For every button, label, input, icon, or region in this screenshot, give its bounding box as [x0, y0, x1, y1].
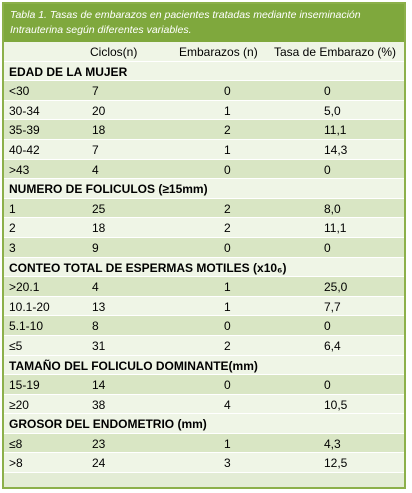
- ciclos-cell: 18: [92, 123, 106, 138]
- tasa-cell: 14,3: [324, 142, 348, 157]
- category-cell: ≤8: [9, 436, 23, 451]
- embarazos-cell: 1: [224, 103, 231, 118]
- embarazos-cell: 3: [224, 456, 231, 471]
- tasa-cell: 4,3: [324, 436, 341, 451]
- embarazos-cell: 0: [224, 319, 231, 334]
- category-cell: 30-34: [9, 103, 40, 118]
- table-row: [4, 434, 404, 454]
- ciclos-cell: 20: [92, 103, 106, 118]
- category-cell: <30: [9, 84, 30, 99]
- tasa-cell: 12,5: [324, 456, 348, 471]
- category-cell: 1: [9, 201, 16, 216]
- embarazos-cell: 2: [224, 201, 231, 216]
- ciclos-cell: 14: [92, 378, 106, 393]
- embarazos-cell: 0: [224, 378, 231, 393]
- table-caption: Tabla 1. Tasas de embarazos en pacientes tratadas mediante inseminación Intrauterina según diferentes variables.: [4, 4, 404, 42]
- tasa-cell: 8,0: [324, 201, 341, 216]
- table-row: [4, 101, 404, 121]
- ciclos-cell: 4: [92, 280, 99, 295]
- section-label: EDAD DE LA MUJER: [9, 64, 128, 79]
- table-row: [4, 120, 404, 140]
- tasa-cell: 6,4: [324, 338, 341, 353]
- section-row: [4, 179, 404, 199]
- tasa-cell: 0: [324, 84, 331, 99]
- tasa-cell: 0: [324, 240, 331, 255]
- category-cell: 15-19: [9, 378, 40, 393]
- section-label: GROSOR DEL ENDOMETRIO (mm): [9, 417, 207, 432]
- embarazos-cell: 0: [224, 240, 231, 255]
- tasa-cell: 11,1: [324, 123, 347, 138]
- table-row: [4, 316, 404, 336]
- table-row: [4, 218, 404, 238]
- table-container: [2, 2, 406, 489]
- category-cell: 3: [9, 240, 16, 255]
- category-cell: 2: [9, 221, 16, 236]
- table-row: [4, 140, 404, 160]
- category-cell: 10.1-20: [9, 299, 50, 314]
- table-row: [4, 199, 404, 219]
- tasa-cell: 11,1: [324, 221, 347, 236]
- table-header-row: [4, 42, 404, 62]
- embarazos-cell: 2: [224, 338, 231, 353]
- ciclos-cell: 4: [92, 162, 99, 177]
- table-row: [4, 395, 404, 415]
- category-cell: >20.1: [9, 280, 40, 295]
- embarazos-cell: 2: [224, 221, 231, 236]
- section-label: NUMERO DE FOLICULOS (≥15mm): [9, 182, 208, 197]
- category-cell: 5.1-10: [9, 319, 44, 334]
- embarazos-cell: 0: [224, 162, 231, 177]
- category-cell: ≤5: [9, 338, 23, 353]
- table-row: [4, 453, 404, 473]
- table-row: [4, 81, 404, 101]
- ciclos-cell: 8: [92, 319, 99, 334]
- ciclos-cell: 13: [92, 299, 106, 314]
- column-header-tasa: Tasa de Embarazo (%): [274, 45, 397, 59]
- tasa-cell: 0: [324, 378, 331, 393]
- ciclos-cell: 9: [92, 240, 99, 255]
- section-label: TAMAÑO DEL FOLICULO DOMINANTE(mm): [9, 358, 258, 373]
- category-cell: >43: [9, 162, 30, 177]
- table-row: [4, 277, 404, 297]
- column-header-embarazos: Embarazos (n): [179, 45, 258, 59]
- category-cell: ≥20: [9, 397, 29, 412]
- table-row: [4, 375, 404, 395]
- table-row: [4, 238, 404, 258]
- tasa-cell: 10,5: [324, 397, 348, 412]
- tasa-cell: 0: [324, 162, 331, 177]
- tasa-cell: 25,0: [324, 280, 348, 295]
- ciclos-cell: 31: [92, 338, 106, 353]
- embarazos-cell: 1: [224, 142, 231, 157]
- table-row: [4, 160, 404, 180]
- embarazos-cell: 0: [224, 84, 231, 99]
- ciclos-cell: 18: [92, 221, 106, 236]
- tasa-cell: 7,7: [324, 299, 341, 314]
- category-cell: >8: [9, 456, 23, 471]
- ciclos-cell: 38: [92, 397, 106, 412]
- embarazos-cell: 1: [224, 436, 231, 451]
- tasa-cell: 0: [324, 319, 331, 334]
- ciclos-cell: 23: [92, 436, 106, 451]
- embarazos-cell: 4: [224, 397, 231, 412]
- category-cell: 35-39: [9, 123, 40, 138]
- section-label: CONTEO TOTAL DE ESPERMAS MOTILES (x10₆): [9, 260, 287, 275]
- embarazos-cell: 1: [224, 280, 231, 295]
- ciclos-cell: 7: [92, 84, 99, 99]
- ciclos-cell: 24: [92, 456, 106, 471]
- embarazos-cell: 1: [224, 299, 231, 314]
- table-row: [4, 297, 404, 317]
- section-row: [4, 258, 404, 278]
- ciclos-cell: 25: [92, 201, 106, 216]
- tasa-cell: 5,0: [324, 103, 341, 118]
- section-row: [4, 356, 404, 376]
- section-row: [4, 414, 404, 434]
- ciclos-cell: 7: [92, 142, 99, 157]
- embarazos-cell: 2: [224, 123, 231, 138]
- table-body: [4, 42, 404, 473]
- column-header-ciclos: Ciclos(n): [90, 45, 138, 59]
- section-row: [4, 62, 404, 82]
- category-cell: 40-42: [9, 142, 40, 157]
- table-row: [4, 336, 404, 356]
